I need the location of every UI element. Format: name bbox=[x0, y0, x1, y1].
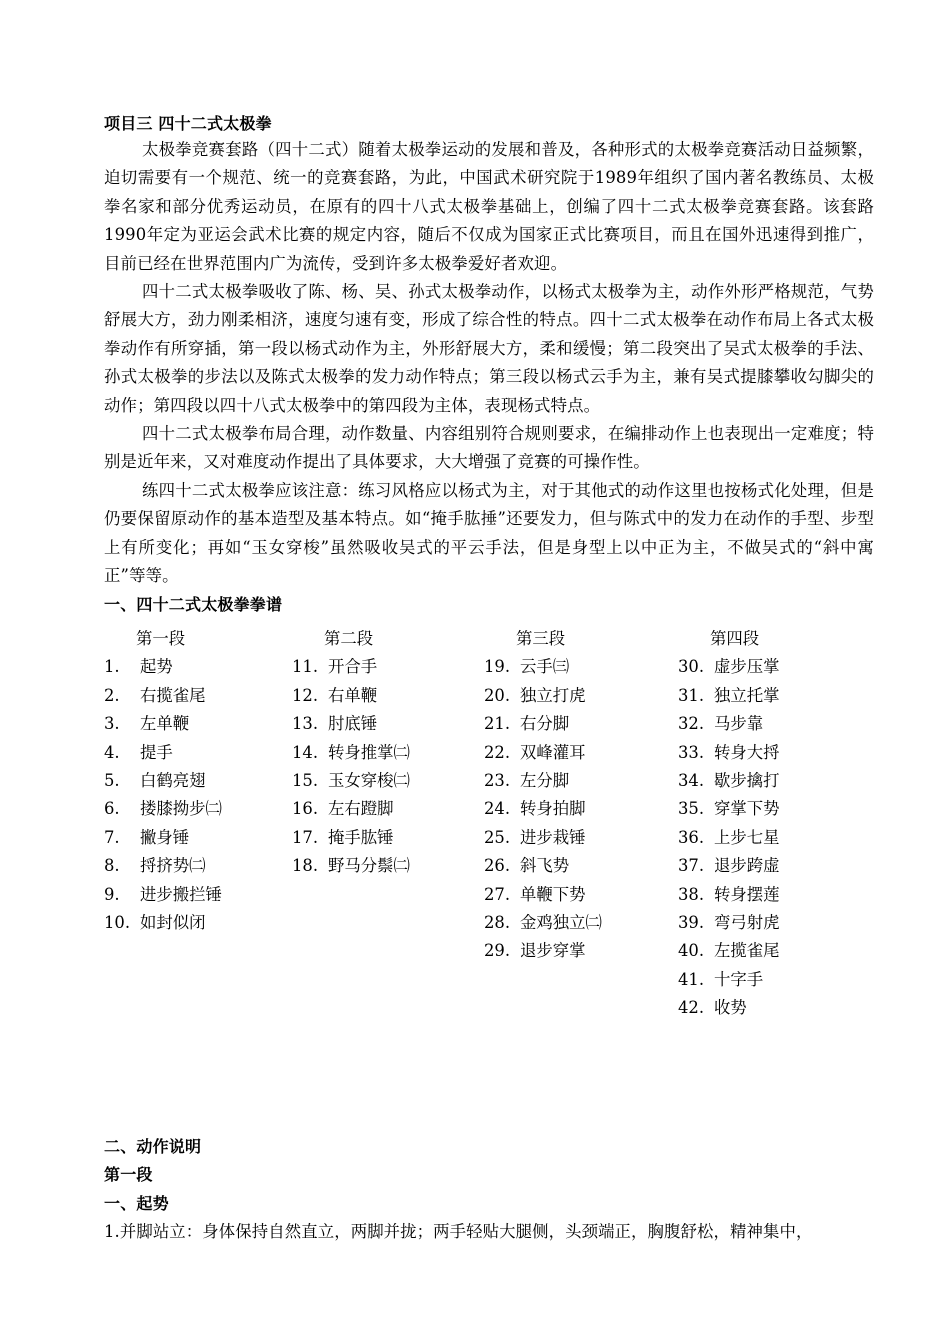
move-number: 39. bbox=[678, 912, 705, 932]
move-number: 42. bbox=[678, 998, 705, 1018]
move-number: 9. bbox=[104, 884, 120, 904]
move-number: 41. bbox=[678, 969, 705, 989]
move-name: 掩手肱锤 bbox=[328, 827, 394, 847]
move-item bbox=[678, 795, 868, 823]
move-number: 10. bbox=[104, 912, 131, 932]
move-number: 34. bbox=[678, 770, 705, 790]
move-item bbox=[678, 739, 868, 767]
segment-column-2 bbox=[292, 625, 482, 881]
move-number: 7. bbox=[104, 827, 120, 847]
segment-title: 第四段 bbox=[710, 628, 760, 648]
move-number: 24. bbox=[484, 799, 511, 819]
move-number: 19. bbox=[484, 657, 511, 677]
move-number: 13. bbox=[292, 714, 319, 734]
move-number: 1. bbox=[104, 657, 120, 677]
move-name: 野马分鬃㈡ bbox=[328, 856, 410, 876]
section-heading-pu: 一、四十二式太极拳拳谱 bbox=[104, 594, 283, 614]
move-item bbox=[104, 682, 294, 710]
move-item bbox=[484, 881, 674, 909]
move-item bbox=[484, 682, 674, 710]
segment-title: 第三段 bbox=[516, 628, 566, 648]
move-number: 38. bbox=[678, 884, 705, 904]
move-item bbox=[104, 881, 294, 909]
move-name: 如封似闭 bbox=[140, 912, 206, 932]
step-text: 1.并脚站立：身体保持自然直立，两脚并拢；两手轻贴大腿侧，头颈端正，胸腹舒松，精神集中， bbox=[104, 1222, 813, 1242]
move-name: 搂膝拗步㈡ bbox=[140, 799, 222, 819]
move-name: 退步穿掌 bbox=[520, 941, 586, 961]
move-number: 35. bbox=[678, 799, 705, 819]
move-item bbox=[104, 767, 294, 795]
move-name: 玉女穿梭㈡ bbox=[328, 770, 410, 790]
move-name: 右单鞭 bbox=[328, 685, 378, 705]
move-item bbox=[104, 653, 294, 681]
move-number: 37. bbox=[678, 856, 705, 876]
segment-title: 第二段 bbox=[324, 628, 374, 648]
move-item bbox=[484, 739, 674, 767]
document-page bbox=[104, 112, 874, 1055]
move-name: 肘底锤 bbox=[328, 714, 378, 734]
move-item bbox=[678, 852, 868, 880]
move-number: 30. bbox=[678, 657, 705, 677]
move-name: 退步跨虚 bbox=[714, 856, 780, 876]
paragraph-notes: 练四十二式太极拳应该注意：练习风格应以杨式为主，对于其他式的动作这里也按杨式化处理，但是仍要保留原动作的基本造型及基本特点。如“掩手肱捶”还要发力，但与陈式中的发力在动作的手型、步型上有所变化；再如“玉女穿梭”虽然吸收吴式的平云手法，但是身型上以中正为主，不做吴式的“斜中寓正”等等。 bbox=[104, 480, 874, 586]
move-name: 转身推掌㈡ bbox=[328, 742, 410, 762]
move-name: 歇步擒打 bbox=[714, 770, 780, 790]
move-number: 26. bbox=[484, 856, 511, 876]
movement-description bbox=[104, 1133, 884, 1247]
move-item bbox=[104, 909, 294, 937]
move-item bbox=[678, 966, 868, 994]
move-item bbox=[292, 682, 482, 710]
move-item bbox=[292, 710, 482, 738]
move-name: 单鞭下势 bbox=[520, 884, 586, 904]
move-number: 18. bbox=[292, 856, 319, 876]
move-name: 开合手 bbox=[328, 657, 378, 677]
move-item bbox=[484, 824, 674, 852]
move-number: 25. bbox=[484, 827, 511, 847]
move-name: 双峰灌耳 bbox=[520, 742, 586, 762]
move-item bbox=[292, 767, 482, 795]
move-number: 12. bbox=[292, 685, 319, 705]
move-name: 斜飞势 bbox=[520, 856, 570, 876]
move-item bbox=[678, 767, 868, 795]
move-name: 左单鞭 bbox=[140, 714, 190, 734]
move-item bbox=[484, 767, 674, 795]
segment-column-1 bbox=[104, 625, 294, 937]
move-item bbox=[678, 994, 868, 1022]
move-name: 穿掌下势 bbox=[714, 799, 780, 819]
move-item bbox=[484, 653, 674, 681]
move-item bbox=[292, 852, 482, 880]
move-number: 28. bbox=[484, 912, 511, 932]
move-item bbox=[104, 710, 294, 738]
document-title: 项目三 四十二式太极拳 bbox=[104, 114, 272, 133]
paragraph-features: 四十二式太极拳吸收了陈、杨、吴、孙式太极拳动作，以杨式太极拳为主，动作外形严格规范，气势舒展大方，劲力刚柔相济，速度匀速有变，形成了综合性的特点。四十二式太极拳在动作布局上各式太极拳动作有所穿插，第一段以杨式动作为主，外形舒展大方，柔和缓慢；第二段突出了吴式太极拳的手法、孙式太极拳的步法以及陈式太极拳的发力动作特点；第三段以杨式云手为主，兼有吴式提膝攀收勾脚尖的动作；第四段以四十八式太极拳中的第四段为主体，表现杨式特点。 bbox=[104, 282, 874, 415]
move-number: 14. bbox=[292, 742, 319, 762]
move-item bbox=[292, 795, 482, 823]
move-name: 转身大捋 bbox=[714, 742, 780, 762]
move-item bbox=[678, 909, 868, 937]
move-item bbox=[292, 824, 482, 852]
move-item bbox=[678, 653, 868, 681]
move-number: 31. bbox=[678, 685, 705, 705]
move-item bbox=[484, 909, 674, 937]
move-number: 4. bbox=[104, 742, 120, 762]
move-name: 虚步压掌 bbox=[714, 657, 780, 677]
section-heading-description: 二、动作说明 bbox=[104, 1137, 202, 1156]
move-number: 8. bbox=[104, 856, 120, 876]
move-item bbox=[292, 653, 482, 681]
move-list bbox=[104, 625, 874, 1055]
move-name: 进步栽锤 bbox=[520, 827, 586, 847]
segment-title: 第一段 bbox=[136, 628, 186, 648]
move-number: 21. bbox=[484, 714, 511, 734]
move-number: 16. bbox=[292, 799, 319, 819]
move-item bbox=[678, 710, 868, 738]
move-number: 40. bbox=[678, 941, 705, 961]
move-number: 27. bbox=[484, 884, 511, 904]
paragraph-layout: 四十二式太极拳布局合理，动作数量、内容组别符合规则要求，在编排动作上也表现出一定难度；特别是近年来，又对难度动作提出了具体要求，大大增强了竞赛的可操作性。 bbox=[104, 424, 874, 472]
move-name: 右分脚 bbox=[520, 714, 570, 734]
move-number: 2. bbox=[104, 685, 120, 705]
move-name: 右揽雀尾 bbox=[140, 685, 206, 705]
move-name: 转身拍脚 bbox=[520, 799, 586, 819]
move-item bbox=[484, 852, 674, 880]
move-name: 左右蹬脚 bbox=[328, 799, 394, 819]
move-name: 马步靠 bbox=[714, 714, 764, 734]
move-number: 29. bbox=[484, 941, 511, 961]
move-name: 提手 bbox=[140, 742, 173, 762]
move-name: 转身摆莲 bbox=[714, 884, 780, 904]
move-name: 云手㈢ bbox=[520, 657, 570, 677]
move-number: 33. bbox=[678, 742, 705, 762]
move-name: 撇身锤 bbox=[140, 827, 190, 847]
move-name: 上步七星 bbox=[714, 827, 780, 847]
move-name: 十字手 bbox=[714, 969, 764, 989]
move-number: 23. bbox=[484, 770, 511, 790]
move-number: 22. bbox=[484, 742, 511, 762]
move-number: 17. bbox=[292, 827, 319, 847]
move-name: 金鸡独立㈡ bbox=[520, 912, 602, 932]
move-name: 收势 bbox=[714, 998, 747, 1018]
move-name: 白鹤亮翅 bbox=[140, 770, 206, 790]
move-item bbox=[678, 937, 868, 965]
move-number: 32. bbox=[678, 714, 705, 734]
move-item bbox=[484, 795, 674, 823]
move-item bbox=[678, 682, 868, 710]
segment-column-3 bbox=[484, 625, 674, 966]
move-name: 独立打虎 bbox=[520, 685, 586, 705]
move-number: 15. bbox=[292, 770, 319, 790]
move-item bbox=[104, 795, 294, 823]
segment-heading: 第一段 bbox=[104, 1165, 153, 1185]
move-item bbox=[484, 937, 674, 965]
paragraph-intro: 太极拳竞赛套路（四十二式）随着太极拳运动的发展和普及，各种形式的太极拳竞赛活动日益频繁，迫切需要有一个规范、统一的竞赛套路，为此，中国武术研究院于1989年组织了国内著名教练员、太极拳名家和部分优秀运动员，在原有的四十八式太极拳基础上，创编了四十二式太极拳竞赛套路。该套路1990年定为亚运会武术比赛的规定内容，随后不仅成为国家正式比赛项目，而且在国外迅速得到推广，目前已经在世界范围内广为流传，受到许多太极拳爱好者欢迎。 bbox=[104, 140, 874, 273]
move-name: 捋挤势㈡ bbox=[140, 856, 206, 876]
move-number: 36. bbox=[678, 827, 705, 847]
move-item bbox=[678, 824, 868, 852]
move-name: 进步搬拦锤 bbox=[140, 884, 222, 904]
move-name: 左揽雀尾 bbox=[714, 941, 780, 961]
segment-column-4 bbox=[678, 625, 868, 1023]
move-number: 11. bbox=[292, 657, 319, 677]
move-name: 独立托掌 bbox=[714, 685, 780, 705]
move-heading: 一、起势 bbox=[104, 1193, 169, 1213]
move-item bbox=[678, 881, 868, 909]
move-item bbox=[104, 852, 294, 880]
move-item bbox=[104, 739, 294, 767]
move-item bbox=[292, 739, 482, 767]
move-name: 左分脚 bbox=[520, 770, 570, 790]
move-item bbox=[484, 710, 674, 738]
move-number: 3. bbox=[104, 714, 120, 734]
move-number: 20. bbox=[484, 685, 511, 705]
move-item bbox=[104, 824, 294, 852]
move-number: 5. bbox=[104, 770, 120, 790]
move-name: 起势 bbox=[140, 657, 173, 677]
move-name: 弯弓射虎 bbox=[714, 912, 780, 932]
move-number: 6. bbox=[104, 799, 120, 819]
